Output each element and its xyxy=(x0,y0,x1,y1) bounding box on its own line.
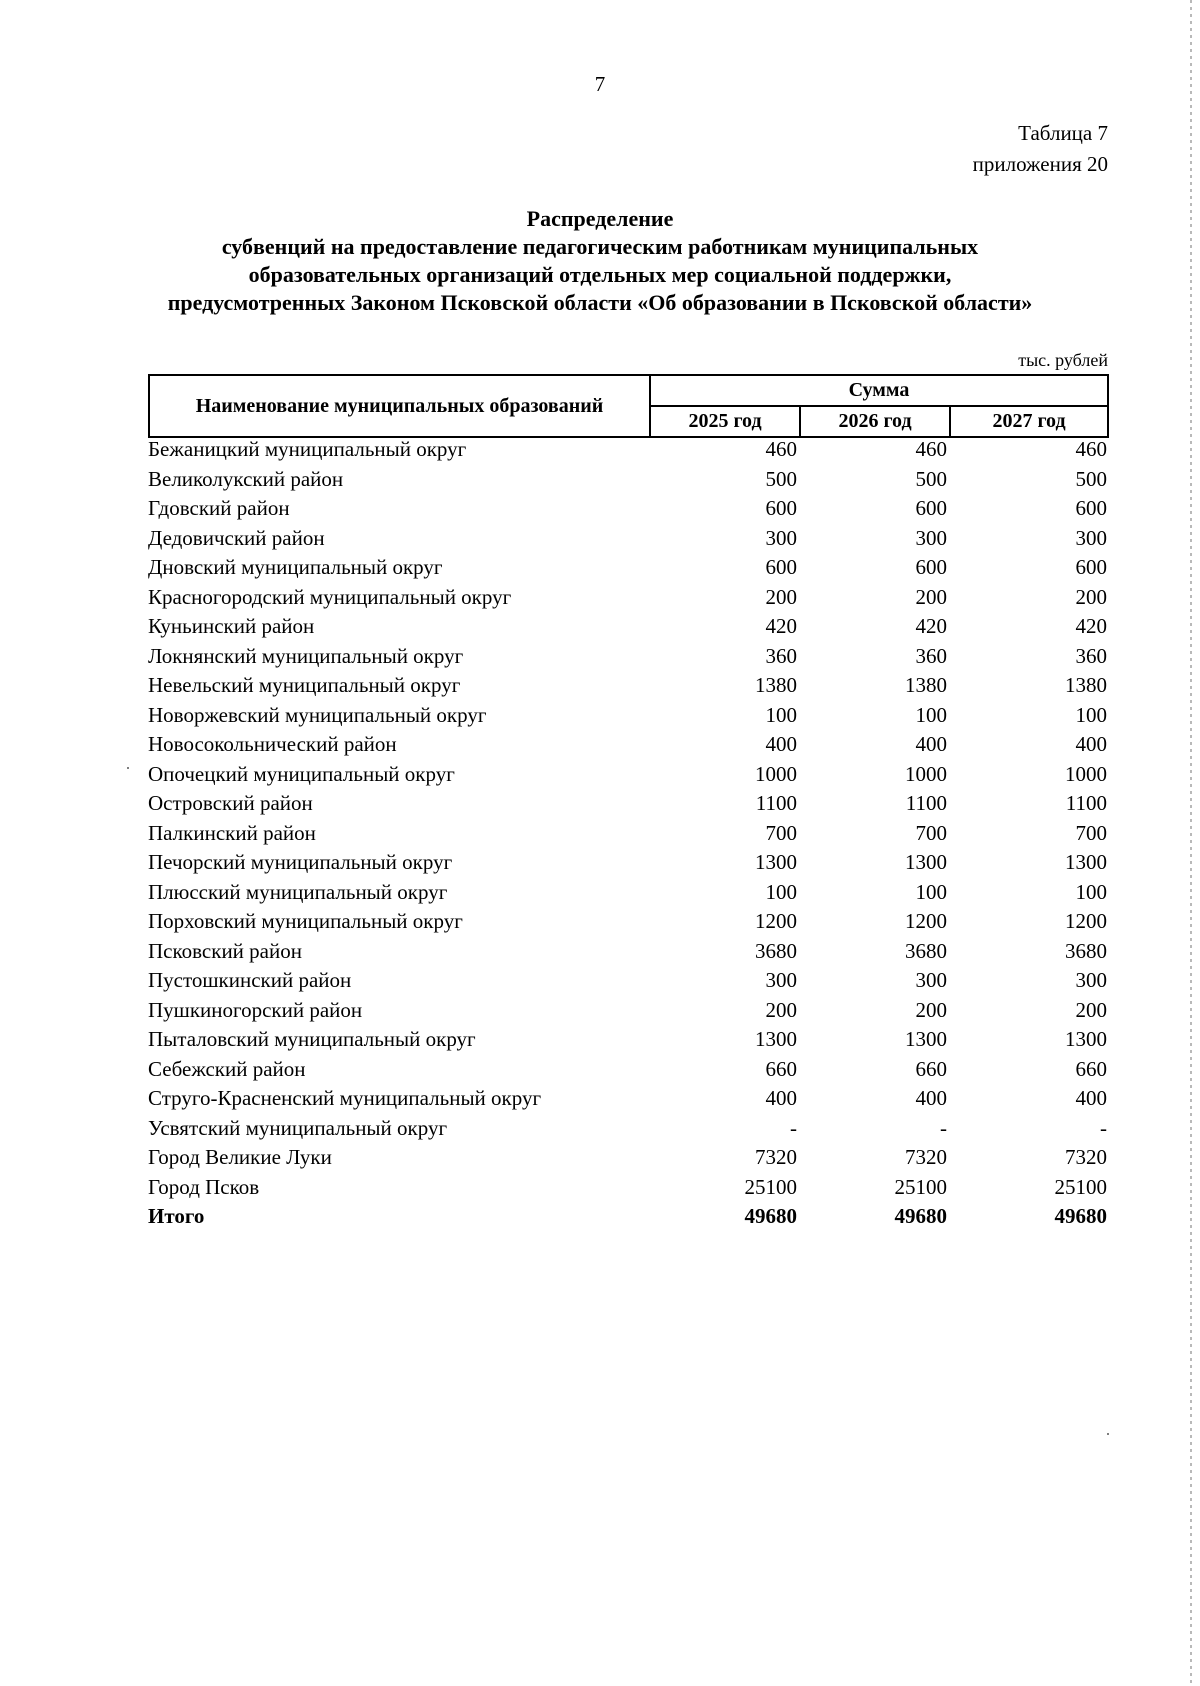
municipality-name: Струго-Красненский муниципальный округ xyxy=(148,1086,542,1111)
municipality-name: Дновский муниципальный округ xyxy=(148,555,443,580)
amount-cell: 200 xyxy=(915,584,947,609)
column-header-year: 2025 год xyxy=(650,406,800,437)
scan-edge-mark xyxy=(1190,0,1192,1686)
appendix-number: приложения 20 xyxy=(972,152,1108,176)
amount-cell: 100 xyxy=(765,702,797,727)
column-header-year: 2026 год xyxy=(800,406,950,437)
amount-cell: 460 xyxy=(1075,437,1107,462)
table-row xyxy=(148,1084,1107,1114)
municipality-name: Плюсский муниципальный округ xyxy=(148,879,448,904)
amount-cell: 200 xyxy=(1075,997,1107,1022)
table-row xyxy=(148,642,1107,672)
table-row xyxy=(148,612,1107,642)
amount-cell: 100 xyxy=(915,702,947,727)
municipality-name: Куньинский район xyxy=(148,614,315,639)
amount-cell: 700 xyxy=(1075,820,1107,845)
table-row xyxy=(148,1114,1107,1144)
amount-cell: 300 xyxy=(1075,968,1107,993)
amount-cell: 1300 xyxy=(755,1027,797,1052)
table-number: Таблица 7 xyxy=(1018,121,1108,145)
municipality-name: Красногородский муниципальный округ xyxy=(148,584,512,609)
amount-cell: 1380 xyxy=(755,673,797,698)
amount-cell: 600 xyxy=(1075,496,1107,521)
table-row xyxy=(148,465,1107,495)
units-label: тыс. рублей xyxy=(1018,350,1108,370)
amount-cell: - xyxy=(790,1115,797,1140)
table-row xyxy=(148,848,1107,878)
amount-cell: 7320 xyxy=(1065,1145,1107,1170)
amount-cell: 500 xyxy=(1075,466,1107,491)
amount-cell: 600 xyxy=(915,555,947,580)
amount-cell: 100 xyxy=(1075,879,1107,904)
total-value: 49680 xyxy=(894,1204,947,1229)
amount-cell: 7320 xyxy=(905,1145,947,1170)
table-row xyxy=(148,671,1107,701)
amount-cell: 500 xyxy=(765,466,797,491)
table-row xyxy=(148,907,1107,937)
amount-cell: 420 xyxy=(915,614,947,639)
amount-cell: 1380 xyxy=(1065,673,1107,698)
document-title xyxy=(80,205,1120,317)
amount-cell: 660 xyxy=(765,1056,797,1081)
amount-cell: 3680 xyxy=(905,938,947,963)
municipality-name: Гдовский район xyxy=(148,496,290,521)
amount-cell: 360 xyxy=(1075,643,1107,668)
amount-cell: 1200 xyxy=(755,909,797,934)
column-header-name: Наименование муниципальных образований xyxy=(149,375,650,437)
municipality-name: Усвятский муниципальный округ xyxy=(148,1115,448,1140)
amount-cell: 660 xyxy=(1075,1056,1107,1081)
column-header-sum: Сумма xyxy=(650,375,1108,406)
total-value: 49680 xyxy=(1054,1204,1107,1229)
amount-cell: 460 xyxy=(915,437,947,462)
amount-cell: - xyxy=(1100,1115,1107,1140)
amount-cell: 1000 xyxy=(905,761,947,786)
page-number: 7 xyxy=(594,72,606,96)
amount-cell: 1300 xyxy=(905,850,947,875)
total-label: Итого xyxy=(148,1204,205,1229)
amount-cell: 1300 xyxy=(755,850,797,875)
column-header-year: 2027 год xyxy=(950,406,1108,437)
amount-cell: 300 xyxy=(915,525,947,550)
table-row xyxy=(148,1055,1107,1085)
amount-cell: 1300 xyxy=(1065,850,1107,875)
table-row xyxy=(148,494,1107,524)
amount-cell: 660 xyxy=(915,1056,947,1081)
amount-cell: 1100 xyxy=(755,791,797,816)
amount-cell: 25100 xyxy=(1054,1174,1107,1199)
table-row xyxy=(148,789,1107,819)
municipality-name: Новосокольнический район xyxy=(148,732,397,757)
municipality-name: Город Великие Луки xyxy=(148,1145,332,1170)
amount-cell: 1000 xyxy=(755,761,797,786)
amount-cell: 1300 xyxy=(905,1027,947,1052)
amount-cell: 200 xyxy=(765,584,797,609)
table-header xyxy=(148,374,1109,438)
table-row xyxy=(148,1025,1107,1055)
amount-cell: 460 xyxy=(765,437,797,462)
amount-cell: - xyxy=(940,1115,947,1140)
amount-cell: 700 xyxy=(765,820,797,845)
amount-cell: 3680 xyxy=(1065,938,1107,963)
table-row xyxy=(148,524,1107,554)
amount-cell: 300 xyxy=(1075,525,1107,550)
amount-cell: 1000 xyxy=(1065,761,1107,786)
table-row xyxy=(148,878,1107,908)
amount-cell: 1200 xyxy=(905,909,947,934)
amount-cell: 200 xyxy=(765,997,797,1022)
municipality-name: Палкинский район xyxy=(148,820,316,845)
amount-cell: 420 xyxy=(1075,614,1107,639)
municipality-name: Локнянский муниципальный округ xyxy=(148,643,464,668)
municipality-name: Пустошкинский район xyxy=(148,968,352,993)
amount-cell: 600 xyxy=(915,496,947,521)
title-line: предусмотренных Законом Псковской области «Об образовании в Псковской области» xyxy=(167,290,1033,315)
table-row xyxy=(148,730,1107,760)
amount-cell: 400 xyxy=(1075,732,1107,757)
municipality-name: Опочецкий муниципальный округ xyxy=(148,761,455,786)
table-reference xyxy=(973,118,1108,180)
table-row xyxy=(148,1173,1107,1203)
table-row xyxy=(148,553,1107,583)
municipality-name: Новоржевский муниципальный округ xyxy=(148,702,487,727)
title-line: субвенций на предоставление педагогическим работникам муниципальных xyxy=(221,234,979,259)
table-row xyxy=(148,760,1107,790)
amount-cell: 400 xyxy=(765,732,797,757)
amount-cell: 600 xyxy=(1075,555,1107,580)
amount-cell: 400 xyxy=(1075,1086,1107,1111)
municipality-name: Дедовичский район xyxy=(148,525,325,550)
table-row xyxy=(148,583,1107,613)
total-value: 49680 xyxy=(744,1204,797,1229)
amount-cell: 100 xyxy=(765,879,797,904)
municipality-name: Пыталовский муниципальный округ xyxy=(148,1027,476,1052)
data-table xyxy=(148,435,1107,1232)
municipality-name: Островский район xyxy=(148,791,313,816)
amount-cell: 100 xyxy=(915,879,947,904)
amount-cell: 3680 xyxy=(755,938,797,963)
amount-cell: 300 xyxy=(765,525,797,550)
amount-cell: 500 xyxy=(915,466,947,491)
table-row xyxy=(148,701,1107,731)
municipality-name: Печорский муниципальный округ xyxy=(148,850,453,875)
table-row xyxy=(148,937,1107,967)
amount-cell: 700 xyxy=(915,820,947,845)
scan-speck xyxy=(1107,1433,1109,1435)
table-total-row xyxy=(148,1202,1107,1232)
amount-cell: 360 xyxy=(915,643,947,668)
amount-cell: 200 xyxy=(915,997,947,1022)
title-line: Распределение xyxy=(526,206,674,231)
municipality-name: Город Псков xyxy=(148,1174,260,1199)
amount-cell: 600 xyxy=(765,555,797,580)
amount-cell: 300 xyxy=(915,968,947,993)
amount-cell: 7320 xyxy=(755,1145,797,1170)
amount-cell: 25100 xyxy=(894,1174,947,1199)
amount-cell: 300 xyxy=(765,968,797,993)
table-row xyxy=(148,819,1107,849)
amount-cell: 360 xyxy=(765,643,797,668)
municipality-name: Псковский район xyxy=(148,938,302,963)
table-row xyxy=(148,966,1107,996)
municipality-name: Себежский район xyxy=(148,1056,306,1081)
amount-cell: 1200 xyxy=(1065,909,1107,934)
amount-cell: 1300 xyxy=(1065,1027,1107,1052)
table-body xyxy=(148,435,1107,1232)
municipality-name: Порховский муниципальный округ xyxy=(148,909,463,934)
amount-cell: 400 xyxy=(915,732,947,757)
municipality-name: Великолукский район xyxy=(148,466,344,491)
amount-cell: 600 xyxy=(765,496,797,521)
municipality-name: Пушкиногорский район xyxy=(148,997,363,1022)
scan-speck xyxy=(127,767,129,769)
title-line: образовательных организаций отдельных мер социальной поддержки, xyxy=(248,262,952,287)
table-row xyxy=(148,435,1107,465)
table-row xyxy=(148,1143,1107,1173)
amount-cell: 420 xyxy=(765,614,797,639)
table-row xyxy=(148,996,1107,1026)
amount-cell: 1100 xyxy=(905,791,947,816)
amount-cell: 400 xyxy=(765,1086,797,1111)
amount-cell: 400 xyxy=(915,1086,947,1111)
municipality-name: Невельский муниципальный округ xyxy=(148,673,461,698)
amount-cell: 1380 xyxy=(905,673,947,698)
amount-cell: 1100 xyxy=(1065,791,1107,816)
amount-cell: 25100 xyxy=(744,1174,797,1199)
municipality-name: Бежаницкий муниципальный округ xyxy=(148,437,467,462)
amount-cell: 100 xyxy=(1075,702,1107,727)
amount-cell: 200 xyxy=(1075,584,1107,609)
